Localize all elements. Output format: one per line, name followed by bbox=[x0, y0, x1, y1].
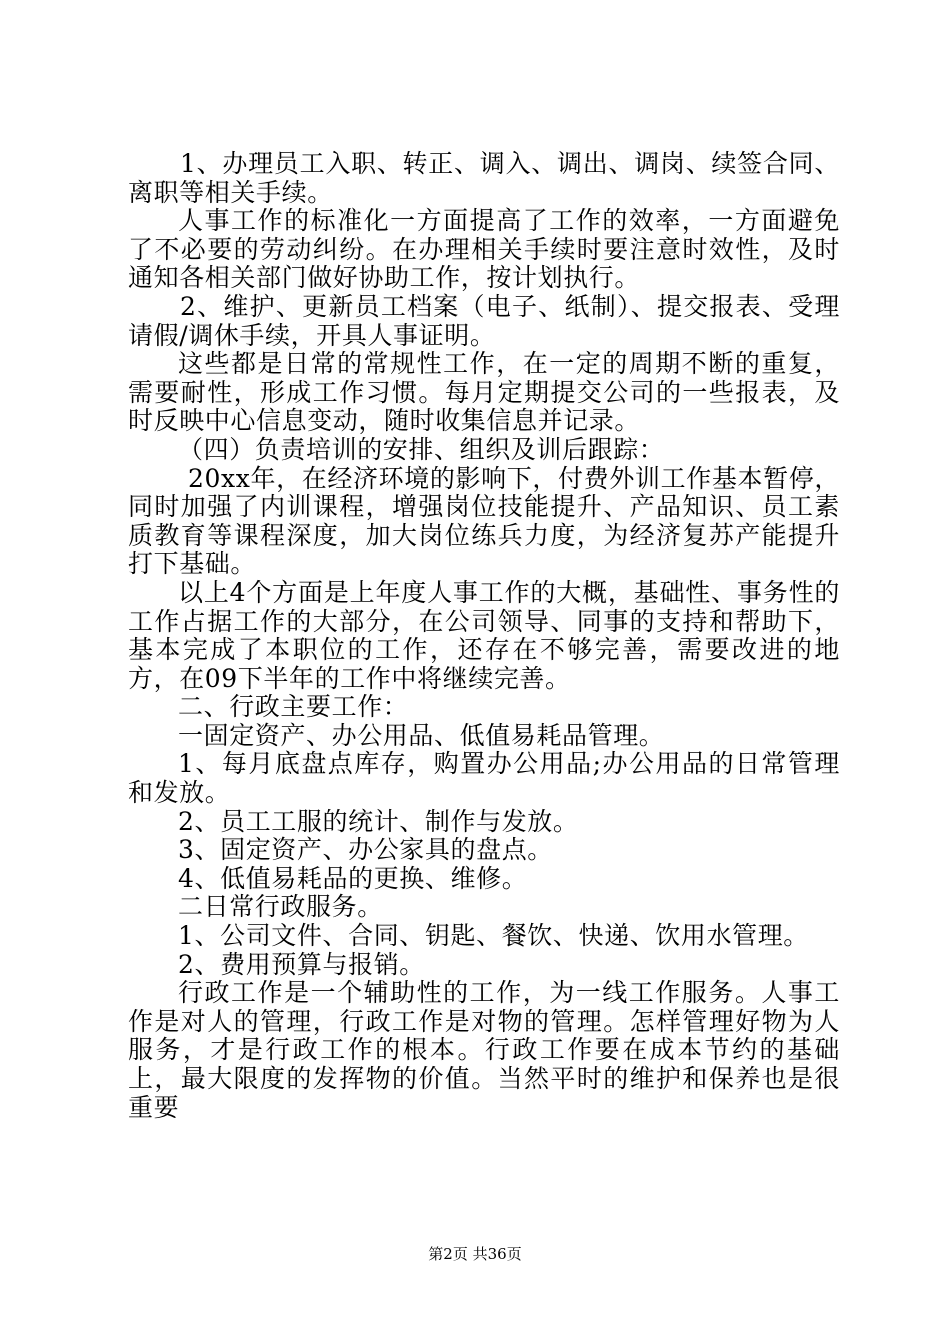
paragraph-11: 2、员工工服的统计、制作与发放。 bbox=[178, 806, 579, 836]
paragraph-7: 以上4个方面是上年度人事工作的大概，基础性、事务性的工作占据工作的大部分，在公司领导、同事的支持和帮助下，基本完成了本职位的工作，还存在不够完善，需要改进的地方，在09下半年的工作中将继续完善。 bbox=[128, 577, 840, 693]
paragraph-1: 1、办理员工入职、转正、调入、调出、调岗、续签合同、离职等相关手续。 bbox=[128, 149, 840, 207]
paragraph-13: 4、低值易耗品的更换、维修。 bbox=[178, 863, 528, 893]
paragraph-8: 二、行政主要工作： bbox=[178, 692, 409, 722]
document-body bbox=[128, 150, 840, 1122]
paragraph-2: 人事工作的标准化一方面提高了工作的效率，一方面避免了不必要的劳动纠纷。在办理相关手续时要注意时效性，及时通知各相关部门做好协助工作，按计划执行。 bbox=[128, 206, 840, 293]
paragraph-9: 一固定资产、办公用品、低值易耗品管理。 bbox=[178, 720, 665, 750]
paragraph-3: 2、维护、更新员工档案（电子、纸制）、提交报表、受理请假/调休手续，开具人事证明。 bbox=[128, 291, 840, 350]
paragraph-6: 20xx年，在经济环境的影响下，付费外训工作基本暂停，同时加强了内训课程，增强岗位技能提升、产品知识、员工素质教育等课程深度，加大岗位练兵力度，为经济复苏产能提升打下基础。 bbox=[128, 463, 840, 579]
paragraph-10: 1、每月底盘点库存，购置办公用品;办公用品的日常管理和发放。 bbox=[128, 749, 840, 808]
paragraph-15: 1、公司文件、合同、钥匙、餐饮、快递、饮用水管理。 bbox=[178, 921, 809, 951]
paragraph-17: 行政工作是一个辅助性的工作，为一线工作服务。人事工作是对人的管理，行政工作是对物的管理。怎样管理好物为人服务，才是行政工作的根本。行政工作要在成本节约的基础上，最大限度的发挥物的价值。当然平时的维护和保养也是很重要 bbox=[128, 978, 840, 1122]
paragraph-14: 二日常行政服务。 bbox=[178, 892, 383, 922]
paragraph-4: 这些都是日常的常规性工作，在一定的周期不断的重复，需要耐性，形成工作习惯。每月定期提交公司的一些报表，及时反映中心信息变动，随时收集信息并记录。 bbox=[128, 349, 840, 436]
page-footer: 第2页 共36页 bbox=[428, 1245, 522, 1263]
paragraph-16: 2、费用预算与报销。 bbox=[178, 949, 425, 979]
paragraph-12: 3、固定资产、办公家具的盘点。 bbox=[178, 835, 553, 865]
paragraph-5: （四）负责培训的安排、组织及训后跟踪： bbox=[178, 434, 665, 464]
